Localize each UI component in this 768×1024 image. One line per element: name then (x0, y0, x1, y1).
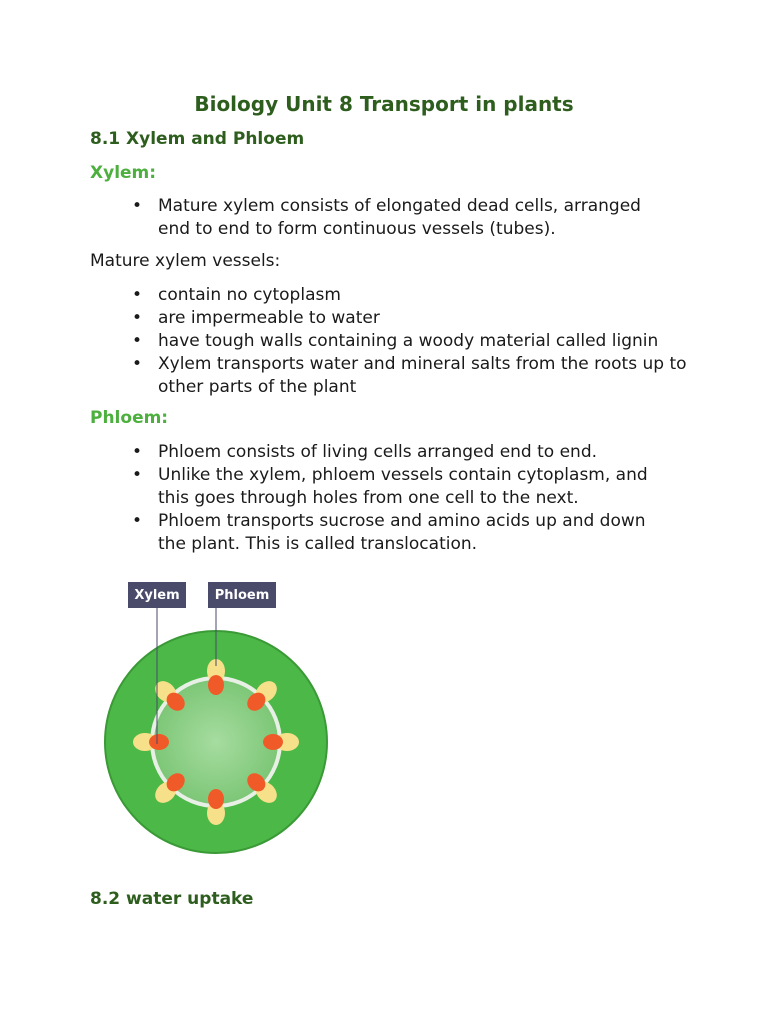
xylem-tissue (208, 675, 224, 695)
vessels-intro: Mature xylem vessels: (90, 251, 281, 271)
xylem-bullet-list (132, 195, 672, 241)
phloem-bullet-list (132, 441, 672, 556)
xylem-heading: Xylem: (90, 163, 157, 183)
phloem-bullet-item: • Phloem transports sucrose and amino acids up and down the plant. This is called translocation. (132, 510, 672, 556)
xylem-label: Xylem (134, 588, 180, 603)
vascular-bundle (207, 789, 225, 825)
phloem-bullet-item: • Phloem consists of living cells arranged end to end. (132, 441, 672, 464)
vascular-bundle (263, 733, 299, 751)
page-title: Biology Unit 8 Transport in plants (194, 92, 574, 116)
vascular-bundle (133, 733, 169, 751)
vessels-bullet-item: • have tough walls containing a woody material called lignin (132, 330, 692, 353)
phloem-heading: Phloem: (90, 408, 169, 428)
xylem-tissue (208, 789, 224, 809)
stem-cross-section-diagram (96, 576, 336, 866)
vessels-bullet-item: • contain no cytoplasm (132, 284, 692, 307)
xylem-tissue (149, 734, 169, 750)
vessels-bullet-item: • Xylem transports water and mineral salts from the roots up to other parts of the plant (132, 353, 692, 399)
vessels-bullet-item: • are impermeable to water (132, 307, 692, 330)
vessels-bullet-list (132, 284, 692, 399)
phloem-bullet-item: • Unlike the xylem, phloem vessels contain cytoplasm, and this goes through holes from one cell to the next. (132, 464, 672, 510)
section-heading-xylem-phloem: 8.1 Xylem and Phloem (90, 129, 305, 149)
xylem-bullet-item: • Mature xylem consists of elongated dead cells, arranged end to end to form continuous vessels (tubes). (132, 195, 672, 241)
xylem-tissue (263, 734, 283, 750)
phloem-label: Phloem (214, 588, 270, 603)
section-heading-water-uptake: 8.2 water uptake (90, 889, 254, 909)
